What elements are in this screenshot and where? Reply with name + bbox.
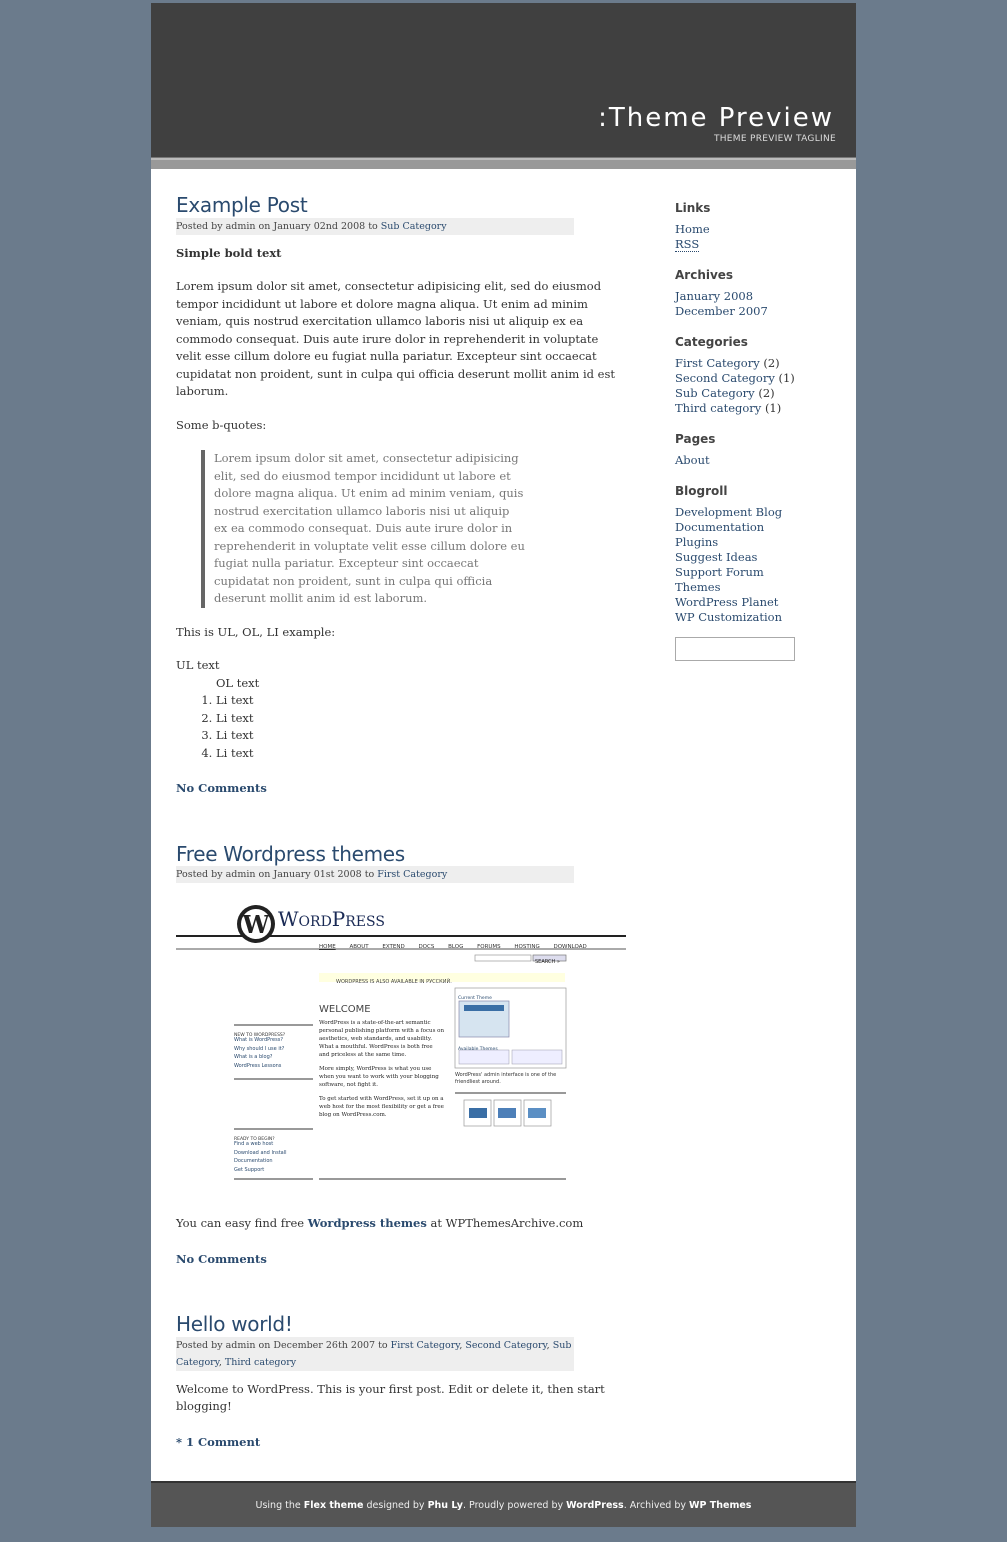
blogroll-heading: Blogroll [675, 484, 728, 498]
links-list [675, 222, 835, 252]
post-title[interactable]: Free Wordpress themes [176, 841, 405, 866]
category-count: (1) [764, 401, 782, 415]
site-footer [151, 1481, 856, 1527]
sidebar-link-home[interactable]: Home [675, 222, 710, 236]
footer-text: designed by [363, 1500, 428, 1511]
blockquote: Lorem ipsum dolor sit amet, consectetur adipisicing elit, sed do eiusmod tempor incididunt ut labore et dolore magna aliqua. Ut enim ad minim veniam, quis nostrud exercitation ullamco laboris nisi ut aliquip ex ea commodo consequat. Duis aute irure dolor in reprehenderit in voluptate velit esse cillum dolore eu fugiat nulla pariatur. Excepteur sint occaecat cupidatat non proident, sunt in culpa qui officia deserunt mollit anim id est laborum. [201, 450, 526, 608]
list-item: 4. Li text [216, 745, 626, 763]
wp-ready-link: Download and Install [234, 1149, 287, 1156]
wp-new-link: Why should I use it? [234, 1045, 285, 1052]
sidebar [675, 201, 835, 661]
main-content [176, 193, 626, 1495]
category-link[interactable]: Third category [224, 1356, 297, 1368]
archives-heading: Archives [675, 268, 734, 282]
footer-designer-link[interactable]: Phu Ly [427, 1500, 463, 1511]
footer-text: . Archived by [623, 1500, 690, 1511]
comments-link[interactable]: No Comments [176, 1251, 267, 1266]
bquote-intro: Some b-quotes: [176, 417, 267, 432]
category-count: (1) [778, 371, 795, 385]
category-link[interactable]: First Category [675, 356, 760, 370]
wp-nav-item: BLOG [448, 944, 464, 950]
pages-heading: Pages [675, 432, 716, 446]
list-item: 1. Li text [216, 692, 626, 710]
archive-link[interactable]: December 2007 [675, 304, 768, 318]
blogroll-link[interactable]: WP Customization [675, 610, 782, 624]
list-item: 3. Li text [216, 727, 626, 745]
post [176, 1312, 626, 1451]
post-meta-text: Posted by admin on January 01st 2008 to [176, 869, 378, 880]
list-item: 2. Li text [216, 710, 626, 728]
archive-link[interactable]: January 2008 [675, 289, 754, 303]
blogroll-link[interactable]: Development Blog [675, 505, 783, 519]
wp-nav-item: HOME [319, 944, 336, 950]
wp-search-button: SEARCH » [535, 959, 560, 965]
post-body [176, 245, 626, 798]
ol-text: OL text [216, 675, 260, 690]
category-link[interactable]: Second Category [465, 1339, 547, 1351]
wp-nav-item: DOWNLOAD [553, 944, 587, 950]
wp-new-link: What is a blog? [234, 1054, 273, 1060]
category-link[interactable]: Sub Category [176, 1339, 572, 1368]
footer-theme-link[interactable]: Flex theme [303, 1500, 364, 1511]
post-meta: Posted by admin on December 26th 2007 to First Category, Second Category, Sub Category, Third category [176, 1337, 574, 1371]
wp-new-heading: NEW TO WORDPRESS? [234, 1033, 286, 1038]
blogroll-link[interactable]: Documentation [675, 520, 765, 534]
wp-welcome-p3: To get started with WordPress, set it up on a web host for the most flexibility or get a free blog on WordPress.com. [319, 1096, 444, 1118]
post-text-after: at WPThemesArchive.com [426, 1216, 584, 1230]
post [176, 842, 626, 1269]
post-meta-text: Posted by admin on December 26th 2007 to [176, 1339, 391, 1351]
category-link[interactable]: Sub Category [675, 386, 755, 400]
wp-nav-item: DOCS [418, 944, 435, 950]
categories-list [675, 356, 835, 416]
wp-current-theme: Current Theme [458, 996, 492, 1001]
wp-nav-item: FORUMS [477, 944, 501, 950]
blogroll-link[interactable]: Support Forum [675, 565, 764, 579]
blogroll-link[interactable]: Themes [675, 580, 721, 594]
post-meta [176, 218, 574, 235]
post-meta [176, 866, 574, 883]
blogroll-link[interactable]: WordPress Planet [675, 595, 779, 609]
blogroll-link[interactable]: Suggest Ideas [675, 550, 758, 564]
post-text: Welcome to WordPress. This is your first post. Edit or delete it, then start blogging! [176, 1381, 605, 1413]
post-body [176, 903, 626, 1268]
wp-welcome-p2: More simply, WordPress is what you use when you want to work with your blogging software, not fight it. [319, 1066, 439, 1088]
footer-wordpress-link[interactable]: WordPress [566, 1500, 624, 1511]
wordpress-screenshot-image[interactable] [176, 903, 626, 1199]
links-heading: Links [675, 201, 711, 215]
ordered-list [216, 692, 626, 762]
page-container [151, 3, 856, 1527]
category-link[interactable]: Sub Category [380, 220, 447, 232]
footer-text: . Proudly powered by [462, 1500, 567, 1511]
site-tagline: THEME PREVIEW TAGLINE [713, 134, 836, 144]
footer-text: Using the [255, 1500, 304, 1511]
post-body [176, 1381, 626, 1452]
bold-text: Simple bold text [176, 245, 282, 260]
category-count: (2) [763, 356, 780, 370]
wp-logo-text: WordPress [278, 907, 385, 931]
blogroll-link[interactable]: Plugins [675, 535, 719, 549]
site-header [151, 3, 856, 158]
comments-link[interactable]: * 1 Comment [176, 1434, 261, 1449]
wp-caption: WordPress' admin interface is one of the friendliest around. [455, 1072, 557, 1085]
wp-welcome-p1: WordPress is a state-of-the-art semantic personal publishing platform with a focus on aesthetics, web standards, and usability. What a mouthful. WordPress is both free and priceless at the same time. [319, 1020, 445, 1058]
categories-heading: Categories [675, 335, 748, 349]
post-text [176, 1215, 626, 1233]
wp-ready-links [234, 1140, 287, 1174]
ul-text: UL text [176, 658, 220, 672]
category-link[interactable]: First Category [377, 869, 448, 880]
blogroll-list [675, 505, 835, 625]
page-link-about[interactable]: About [675, 453, 710, 467]
header-divider [151, 158, 856, 169]
wp-notice: WORDPRESS IS ALSO AVAILABLE IN РУССКИЙ. [336, 979, 452, 985]
post-title[interactable]: Example Post [176, 193, 308, 217]
svg-text:W: W [242, 910, 270, 939]
post-paragraph: Lorem ipsum dolor sit amet, consectetur adipisicing elit, sed do eiusmod tempor incididunt ut labore et dolore magna aliqua. Ut enim ad minim veniam, quis nostrud exercitation ullamco laboris nisi ut aliquip ex ea commodo consequat. Duis aute irure dolor in reprehenderit in voluptate velit esse cillum dolore eu fugiat nulla pariatur. Excepteur sint occaecat cupidatat non proident, sunt in culpa qui officia deserunt mollit anim id est laborum. [176, 279, 615, 398]
wp-nav-item: ABOUT [349, 944, 369, 950]
wp-available-themes: Available Themes [458, 1047, 498, 1052]
wp-ready-link: Find a web host [234, 1141, 274, 1147]
search-input[interactable] [675, 637, 795, 661]
category-count: (2) [758, 386, 775, 400]
post [176, 193, 626, 798]
wp-welcome: WELCOME [319, 1004, 371, 1015]
archives-list [675, 289, 835, 319]
wp-nav-item: HOSTING [514, 944, 540, 950]
post-meta-text: Posted by admin on January 02nd 2008 to [176, 220, 381, 232]
wp-new-link: WordPress Lessons [234, 1062, 282, 1069]
wp-ready-link: Documentation [234, 1158, 273, 1164]
post-text-before: You can easy find free [176, 1216, 308, 1230]
wp-nav-item: EXTEND [382, 944, 405, 950]
wp-new-links [234, 1036, 284, 1070]
sidebar-link-rss[interactable]: RSS [675, 237, 700, 251]
comments-link[interactable]: No Comments [176, 781, 267, 795]
list-intro: This is UL, OL, LI example: [176, 624, 336, 639]
pages-list [675, 453, 835, 468]
category-link[interactable]: Third category [675, 401, 762, 415]
wordpress-themes-link[interactable]: Wordpress themes [307, 1216, 427, 1230]
footer-wpthemes-link[interactable]: WP Themes [689, 1500, 752, 1511]
wp-ready-link: Get Support [234, 1166, 265, 1173]
site-title[interactable]: :Theme Preview [598, 103, 834, 133]
wp-welcome-text [319, 1019, 444, 1119]
category-link[interactable]: First Category [390, 1339, 460, 1351]
post-title[interactable]: Hello world! [176, 1312, 293, 1336]
category-link[interactable]: Second Category [675, 371, 775, 385]
wp-ready-heading: READY TO BEGIN? [234, 1137, 275, 1142]
wp-new-link: What is WordPress? [234, 1037, 283, 1043]
